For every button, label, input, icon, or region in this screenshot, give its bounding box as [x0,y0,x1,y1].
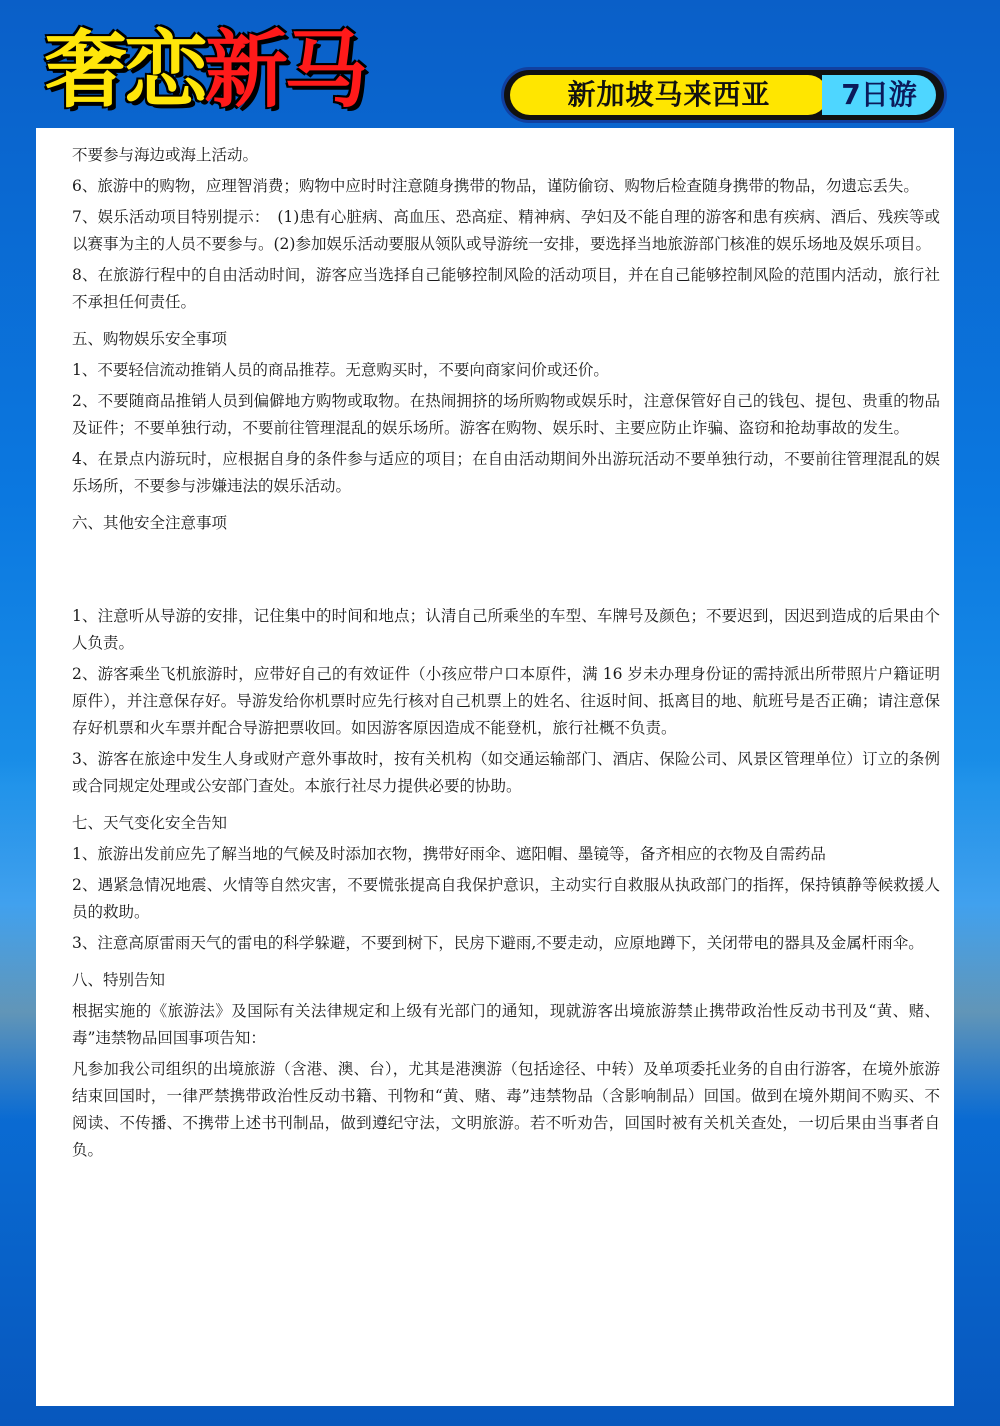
header-banner [0,0,1000,128]
brand-part2: 新马 [204,21,365,119]
paragraph: 7、娱乐活动项目特别提示： (1)患有心脏病、高血压、恐高症、精神病、孕妇及不能自理的游客和患有疾病、酒后、残疾等或以赛事为主的人员不要参与。(2)参加娱乐活动要服从领队或导游统一安排，要选择当地旅游部门核准的娱乐场地及娱乐项目。 [72,208,940,253]
brand-logo [44,20,364,120]
document-body [36,128,954,1406]
section-heading: 八、特别告知 [72,971,166,989]
section-heading: 六、其他安全注意事项 [72,514,228,532]
paragraph: 8、在旅游行程中的自由活动时间，游客应当选择自己能够控制风险的活动项目，并在自己能够控制风险的范围内活动，旅行社不承担任何责任。 [72,266,940,311]
section-heading: 五、购物娱乐安全事项 [72,330,228,348]
paragraph: 2、游客乘坐飞机旅游时，应带好自己的有效证件（小孩应带户口本原件，满 16 岁未办理身份证的需持派出所带照片户籍证明原件），并注意保存好。导游发给你机票时应先行核对自己机票上的姓名、往返时间、抵离目的地、航班号是否正确；请注意保存好机票和火车票并配合导游把票收回。如因游客原因造成不能登机，旅行社概不负责。 [72,665,940,737]
blank-space [72,541,940,603]
paragraph: 2、不要随商品推销人员到偏僻地方购物或取物。在热闹拥挤的场所购物或娱乐时，注意保管好自己的钱包、提包、贵重的物品及证件；不要单独行动，不要前往管理混乱的娱乐场所。游客在购物、娱乐时、主要应防止诈骗、盗窃和抢劫事故的发生。 [72,392,940,437]
route-label: 新加坡马来西亚 [510,75,828,115]
paragraph: 不要参与海边或海上活动。 [72,146,259,164]
paragraph: 1、不要轻信流动推销人员的商品推荐。无意购买时，不要向商家问价或还价。 [72,361,609,379]
paragraph: 2、遇紧急情况地震、火情等自然灾害，不要慌张提高自我保护意识，主动实行自救服从执政部门的指挥，保持镇静等候救援人员的救助。 [72,876,940,921]
paragraph: 1、旅游出发前应先了解当地的气候及时添加衣物，携带好雨伞、遮阳帽、墨镜等，备齐相应的衣物及自需药品 [72,845,826,863]
section-heading: 七、天气变化安全告知 [72,814,228,832]
duration-label: 7日游 [822,75,936,115]
paragraph: 1、注意听从导游的安排，记住集中的时间和地点；认清自己所乘坐的车型、车牌号及颜色；不要迟到，因迟到造成的后果由个人负责。 [72,607,940,652]
paragraph: 根据实施的《旅游法》及国际有关法律规定和上级有光部门的通知，现就游客出境旅游禁止携带政治性反动书刊及“黄、赌、毒”违禁物品回国事项告知： [72,1002,940,1047]
paragraph: 4、在景点内游玩时，应根据自身的条件参与适应的项目；在自由活动期间外出游玩活动不要单独行动，不要前往管理混乱的娱乐场所，不要参与涉嫌违法的娱乐活动。 [72,450,940,495]
brand-part1: 奢恋 [44,21,205,119]
paragraph: 6、旅游中的购物，应理智消费；购物中应时时注意随身携带的物品，谨防偷窃、购物后检查随身携带的物品，勿遗忘丢失。 [72,177,919,195]
paragraph: 3、游客在旅途中发生人身或财产意外事故时，按有关机构（如交通运输部门、酒店、保险公司、风景区管理单位）订立的条例或合同规定处理或公安部门查处。本旅行社尽力提供必要的协助。 [72,750,940,795]
paragraph: 3、注意高原雷雨天气的雷电的科学躲避，不要到树下，民房下避雨,不要走动，应原地蹲下，关闭带电的器具及金属杆雨伞。 [72,934,924,952]
paragraph: 凡参加我公司组织的出境旅游（含港、澳、台），尤其是港澳游（包括途径、中转）及单项委托业务的自由行游客，在境外旅游结束回国时，一律严禁携带政治性反动书籍、刊物和“黄、赌、毒”违禁物品（含影响制品）回国。做到在境外期间不购买、不阅读、不传播、不携带上述书刊制品，做到遵纪守法，文明旅游。若不听劝告，回国时被有关机关查处，一切后果由当事者自负。 [72,1060,940,1159]
route-badge [504,70,944,120]
